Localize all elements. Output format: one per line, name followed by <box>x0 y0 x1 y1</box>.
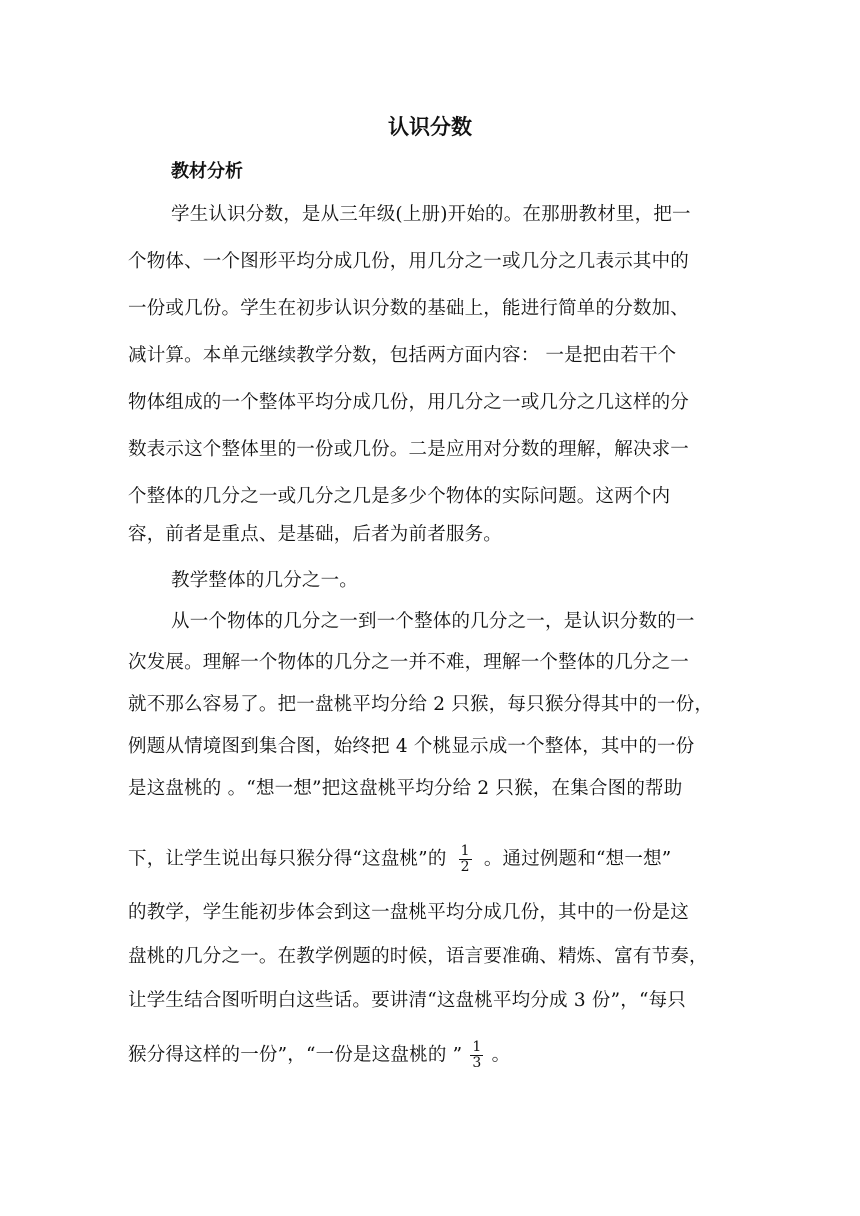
paragraph-line: 容，前者是重点、是基础，后者为前者服务。 <box>128 524 503 545</box>
paragraph-line: 学生认识分数，是从三年级(上册)开始的。在那册教材里，把一 <box>171 204 691 225</box>
line-text: 。 <box>491 1044 511 1066</box>
section-heading: 教材分析 <box>171 161 243 182</box>
paragraph-line: 次发展。理解一个物体的几分之一并不难，理解一个整体的几分之一 <box>128 652 690 673</box>
paragraph-line: 是这盘桃的 。“想一想”把这盘桃平均分给 2 只猴，在集合图的帮助 <box>128 778 683 799</box>
fraction-one-half <box>459 844 472 875</box>
paragraph-line: 物体组成的一个整体平均分成几份，用几分之一或几分之几这样的分 <box>128 392 690 413</box>
paragraph-line-with-fraction <box>128 1040 748 1071</box>
line-text: 。通过例题和“想一想” <box>483 848 672 870</box>
fraction-one-third <box>470 1040 483 1071</box>
paragraph-line: 盘桃的几分之一。在教学例题的时候，语言要准确、精炼、富有节奏， <box>128 946 708 967</box>
paragraph-line: 例题从情境图到集合图，始终把 4 个桃显示成一个整体，其中的一份 <box>128 736 695 757</box>
fraction-denominator: 3 <box>472 1055 482 1071</box>
paragraph-line: 减计算。本单元继续教学分数，包括两方面内容： 一是把由若干个 <box>128 345 677 366</box>
fraction-denominator: 2 <box>460 859 470 875</box>
document-title: 认识分数 <box>388 115 472 139</box>
paragraph-line: 一份或几份。学生在初步认识分数的基础上，能进行简单的分数加、 <box>128 298 690 319</box>
paragraph-line: 就不那么容易了。把一盘桃平均分给 2 只猴，每只猴分得其中的一份， <box>128 694 714 715</box>
paragraph-line: 个物体、一个图形平均分成几份，用几分之一或几分之几表示其中的 <box>128 251 690 272</box>
paragraph-line: 的教学，学生能初步体会到这一盘桃平均分成几份，其中的一份是这 <box>128 902 690 923</box>
paragraph-line: 数表示这个整体里的一份或几份。二是应用对分数的理解，解决求一 <box>128 439 690 460</box>
line-text: 下，让学生说出每只猴分得“这盘桃”的 <box>128 848 447 870</box>
paragraph-line: 教学整体的几分之一。 <box>171 570 359 591</box>
fraction-numerator: 1 <box>472 1039 482 1055</box>
paragraph-line: 从一个物体的几分之一到一个整体的几分之一，是认识分数的一 <box>171 611 695 632</box>
paragraph-line: 让学生结合图听明白这些话。要讲清“这盘桃平均分成 3 份”，“每只 <box>128 990 687 1011</box>
paragraph-line: 个整体的几分之一或几分之几是多少个物体的实际问题。这两个内 <box>128 486 671 507</box>
fraction-numerator: 1 <box>460 843 470 859</box>
line-text: 猴分得这样的一份”，“一份是这盘桃的 ” <box>128 1044 463 1066</box>
paragraph-line-with-fraction <box>128 844 748 875</box>
